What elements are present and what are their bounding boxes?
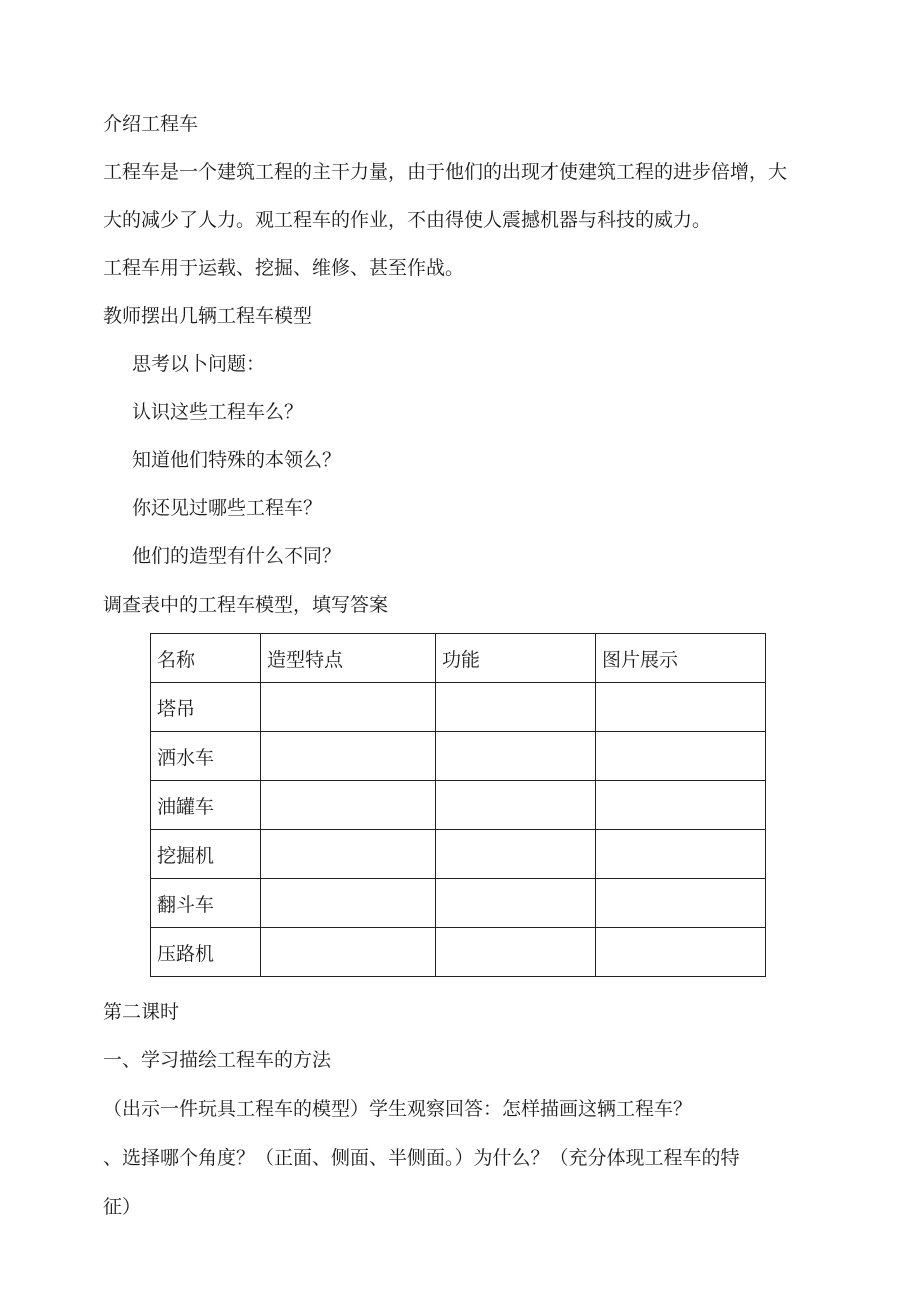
row-name-cell: 压路机 <box>151 928 261 977</box>
row-name-cell: 挖掘机 <box>151 830 261 879</box>
survey-table <box>150 633 766 977</box>
picture-cell[interactable] <box>596 781 766 830</box>
shape-cell[interactable] <box>261 830 436 879</box>
table-header-row <box>151 634 766 683</box>
function-cell[interactable] <box>436 683 596 732</box>
function-cell[interactable] <box>436 830 596 879</box>
usage-sentence: 工程车用于运载、挖掘、维修、甚至作战。 <box>103 257 465 279</box>
table-row <box>151 830 766 879</box>
picture-cell[interactable] <box>596 683 766 732</box>
shape-cell[interactable] <box>261 879 436 928</box>
table-row <box>151 732 766 781</box>
shape-cell[interactable] <box>261 683 436 732</box>
table-row <box>151 879 766 928</box>
table-row <box>151 781 766 830</box>
question-4: 他们的造型有什么不同？ <box>132 545 342 567</box>
header-function: 功能 <box>436 634 596 683</box>
picture-cell[interactable] <box>596 830 766 879</box>
picture-cell[interactable] <box>596 928 766 977</box>
function-cell[interactable] <box>436 928 596 977</box>
shape-cell[interactable] <box>261 928 436 977</box>
questions-prompt: 思考以卜问题： <box>132 353 266 375</box>
row-name-cell: 洒水车 <box>151 732 261 781</box>
lesson-2-line-1: （出示一件玩具工程车的模型）学生观察回答：怎样描画这辆工程车？ <box>103 1098 693 1120</box>
question-1: 认识这些工程车么？ <box>132 401 304 423</box>
teacher-action: 教师摆出几辆工程车模型 <box>103 305 313 327</box>
lesson-2-line-2: 、选择哪个角度？（正面、侧面、半侧面。）为什么？（充分体现工程车的特 <box>103 1147 740 1169</box>
survey-instruction: 调查表中的工程车模型，填写答案 <box>103 594 389 616</box>
lesson-2-title: 第二课时 <box>103 1001 180 1023</box>
lesson-2-section-1: 一、学习描绘工程车的方法 <box>103 1049 332 1071</box>
function-cell[interactable] <box>436 732 596 781</box>
intro-paragraph-line-2: 大的减少了人力。观工程车的作业，不由得使人震撼机器与科技的威力。 <box>103 209 712 231</box>
table-row <box>151 683 766 732</box>
shape-cell[interactable] <box>261 732 436 781</box>
lesson-2-line-3: 征） <box>103 1196 142 1218</box>
section-intro-title: 介绍工程车 <box>103 113 199 135</box>
function-cell[interactable] <box>436 879 596 928</box>
picture-cell[interactable] <box>596 732 766 781</box>
function-cell[interactable] <box>436 781 596 830</box>
table-row <box>151 928 766 977</box>
row-name-cell: 油罐车 <box>151 781 261 830</box>
header-shape-features: 造型特点 <box>261 634 436 683</box>
row-name-cell: 塔吊 <box>151 683 261 732</box>
picture-cell[interactable] <box>596 879 766 928</box>
question-2: 知道他们特殊的本领么？ <box>132 449 342 471</box>
header-name: 名称 <box>151 634 261 683</box>
question-3: 你还见过哪些工程车？ <box>132 497 323 519</box>
row-name-cell: 翻斗车 <box>151 879 261 928</box>
intro-paragraph-line-1: 工程车是一个建筑工程的主干力量，由于他们的出现才使建筑工程的进步倍增，大 <box>103 161 788 183</box>
header-picture: 图片展示 <box>596 634 766 683</box>
shape-cell[interactable] <box>261 781 436 830</box>
